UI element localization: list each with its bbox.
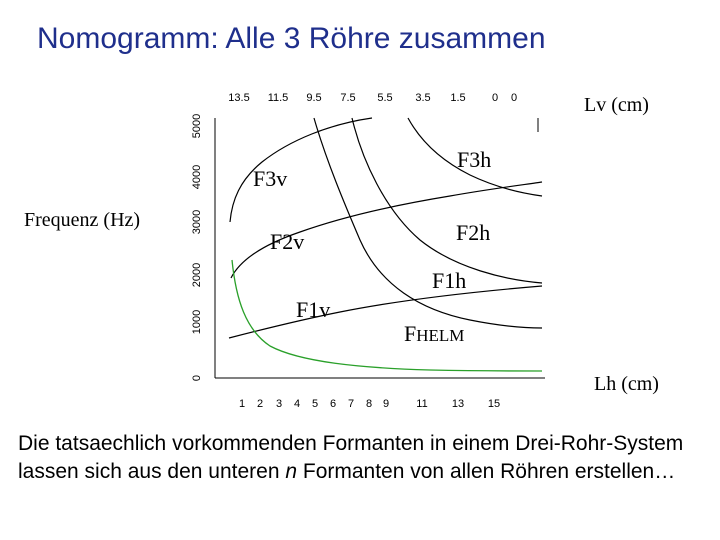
y-tick-labels — [191, 114, 203, 381]
y-tick-3000: 3000 — [191, 209, 203, 235]
bottom-tick: 7 — [347, 398, 355, 410]
bottom-tick: 9 — [382, 398, 390, 410]
y-axis-label: Frequenz (Hz) — [24, 209, 141, 231]
y-tick-0: 0 — [191, 374, 203, 382]
top-tick: 0 — [510, 92, 518, 104]
curve-f1v — [229, 286, 542, 338]
bottom-tick: 6 — [329, 398, 337, 410]
curve-fhelm — [232, 260, 542, 371]
label-f2h: F2h — [456, 220, 491, 245]
top-tick: 3.5 — [415, 92, 431, 104]
caption-text — [18, 430, 708, 486]
curve-f3v — [230, 118, 372, 222]
caption-part1: Die tatsaechlich vorkommenden Formanten in einem Drei-Rohr-System lassen sich aus den unteren — [18, 432, 684, 483]
top-tick: 7.5 — [340, 92, 356, 104]
y-tick-4000: 4000 — [191, 164, 203, 190]
y-tick-1000: 1000 — [191, 309, 203, 335]
top-tick: 5.5 — [377, 92, 393, 104]
bottom-tick: 11 — [416, 398, 428, 410]
top-tick: 0 — [491, 92, 499, 104]
y-tick-2000: 2000 — [191, 262, 203, 288]
label-f2v: F2v — [270, 229, 305, 254]
bottom-tick: 2 — [256, 398, 264, 410]
bottom-tick: 3 — [275, 398, 283, 410]
curve-f1h — [314, 118, 542, 328]
top-tick: 1.5 — [450, 92, 466, 104]
y-tick-5000: 5000 — [191, 113, 203, 139]
caption-part2: Formanten von allen Röhren erstellen… — [297, 460, 676, 483]
top-axis-label: Lv (cm) — [584, 94, 649, 116]
label-f1v: F1v — [296, 297, 331, 322]
top-tick: 9.5 — [306, 92, 322, 104]
caption-italic: n — [285, 460, 298, 483]
top-tick: 11.5 — [267, 92, 289, 104]
top-tick: 13.5 — [228, 92, 250, 104]
label-f1h: F1h — [432, 268, 467, 293]
page-title: Nomogramm: Alle 3 Röhre zusammen — [37, 22, 546, 55]
label-f3v: F3v — [253, 166, 288, 191]
bottom-tick-labels — [239, 398, 500, 410]
top-tick-labels — [228, 92, 517, 104]
bottom-tick: 1 — [238, 398, 246, 410]
bottom-tick: 8 — [365, 398, 373, 410]
bottom-tick: 13 — [451, 398, 465, 410]
bottom-axis-label: Lh (cm) — [594, 373, 659, 395]
label-fhelm: FHELM — [404, 321, 465, 346]
curve-f2h — [352, 118, 542, 283]
bottom-tick: 4 — [293, 398, 301, 410]
bottom-tick: 15 — [487, 398, 501, 410]
axes — [215, 118, 545, 378]
bottom-tick: 5 — [311, 398, 319, 410]
label-f3h: F3h — [457, 147, 492, 172]
